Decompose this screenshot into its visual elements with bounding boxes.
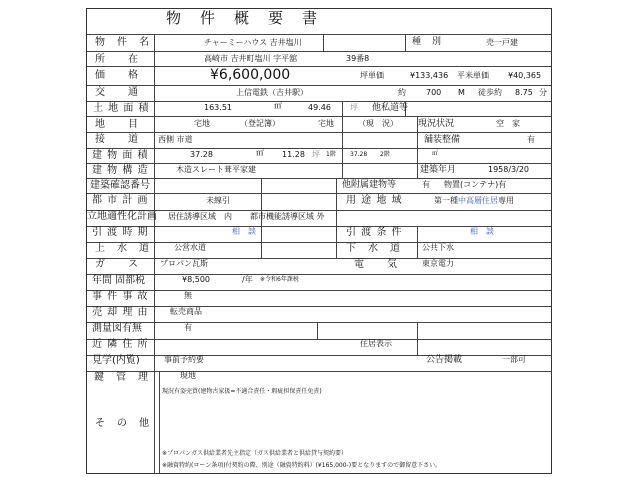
land-tsubo: 49.46 — [308, 103, 331, 112]
label-transport: 交 通 — [95, 87, 139, 98]
city-plan: 未線引 — [206, 196, 230, 205]
water-supply: 公営水道 — [174, 243, 206, 252]
label-water: 上 水 道 — [95, 243, 150, 254]
land-tsubo-unit: 坪 — [350, 103, 358, 112]
label-survey: 測量図有無 — [92, 323, 142, 334]
label-location: 所 在 — [95, 54, 139, 65]
sale-reason: 転売商品 — [170, 307, 202, 316]
label-neighbors: 近 隣 住 所 — [92, 339, 149, 350]
label-tsubo-price: 坪単価 — [360, 71, 384, 80]
zoning — [434, 197, 514, 205]
distance-unit: M — [458, 88, 465, 97]
fixed-tax: ¥8,500 — [182, 275, 210, 284]
land-sqm-unit: ㎡ — [274, 101, 282, 110]
label-building-area: 建 物 面 積 — [92, 150, 149, 161]
floor-sqm-unit: ㎡ — [432, 150, 439, 157]
viewing: 事前予約要 — [164, 355, 204, 364]
label-road: 接 道 — [95, 134, 139, 145]
label-sewer: 下 水 道 — [346, 243, 401, 254]
building-tsubo-unit: 坪 — [312, 150, 320, 159]
registered-label: （登記簿） — [240, 119, 280, 128]
neighbors: 住居表示 — [360, 339, 392, 348]
floor1-sqm: 37.28 — [350, 151, 368, 158]
label-incident: 事 件 事 故 — [92, 291, 149, 302]
sewer: 公共下水 — [422, 243, 454, 252]
location-plan-urban: 都市機能誘導区域 外 — [250, 212, 325, 221]
zoning-highlight: 中高層住居 — [458, 196, 498, 205]
label-confirmation-number: 建築確認番号 — [90, 180, 150, 191]
label-viewing: 見学(内覧) — [92, 355, 140, 366]
address: 高崎市 吉井町塩川 字平舘 — [204, 54, 298, 63]
property-name: チャーミーハウス 吉井塩川 — [204, 38, 302, 47]
building-sqm: 37.28 — [190, 150, 213, 159]
label-gas: ガ ス — [95, 259, 139, 270]
note-loan-fee: ※融資特約(ローン条項)付契約の際、別途（融資特約料）(¥165,000-)要となりますので御留意下さい。 — [162, 462, 442, 469]
walk-unit: 分 — [539, 88, 547, 97]
label-public-notice: 公告掲載 — [426, 355, 463, 365]
handover-conditions: 相 談 — [470, 227, 494, 236]
label-price: 価 格 — [95, 70, 139, 81]
label-type: 種 別 — [412, 37, 443, 47]
public-notice: 一部可 — [502, 355, 526, 364]
label-fixed-tax: 年間 固都税 — [92, 275, 146, 286]
label-private-road: 他私道等 — [372, 103, 409, 113]
label-location-optimization: 立地適性化計画 — [87, 211, 157, 222]
label-key: 鍵 管 理 — [94, 372, 149, 383]
property-type: 売一戸建 — [486, 38, 518, 47]
label-walk: 徒歩約 — [478, 88, 502, 97]
label-city-plan: 都 市 計 画 — [92, 195, 149, 206]
page-title: 物 件 概 要 書 — [166, 9, 320, 27]
land-sqm: 163.51 — [204, 103, 232, 112]
price-value: ¥6,600,000 — [210, 67, 291, 83]
registered-category: 宅地 — [194, 119, 210, 128]
label-handover-conditions: 引 渡 条 件 — [346, 227, 403, 238]
current-status: 空 家 — [496, 119, 520, 128]
transport-line: 上信電鉄（吉井駅） — [236, 88, 308, 97]
zoning-prefix: 第一種 — [434, 196, 458, 205]
key-management: 現地 — [180, 371, 196, 380]
sqm-price: ¥40,365 — [508, 71, 542, 80]
note-propane: ※プロパンガス供給業者先主指定（ガス供給業者と供給貸与契約要） — [162, 450, 348, 457]
building-tsubo: 11.28 — [282, 150, 305, 159]
floor1-label: 1階 — [326, 151, 336, 158]
fixed-tax-unit: /年 — [242, 275, 253, 284]
label-handover-time: 引 渡 時 期 — [92, 227, 149, 238]
annex-detail: 物置(コンテナ)有 — [444, 180, 507, 189]
zoning-suffix: 専用 — [498, 196, 514, 205]
distance-value: 700 — [426, 88, 442, 97]
tsubo-price: ¥133,436 — [410, 71, 449, 80]
handover-time: 相 談 — [232, 227, 256, 236]
fixed-tax-note: ※令和6年課税 — [260, 276, 299, 283]
label-property-name: 物 件 名 — [95, 37, 150, 48]
electric: 東京電力 — [422, 259, 454, 268]
distance-prefix: 約 — [398, 88, 406, 97]
label-zoning: 用 途 地 域 — [346, 195, 403, 206]
lot-number: 39番8 — [346, 54, 370, 63]
label-current-status: 現況状況 — [418, 119, 455, 129]
label-structure: 建 物 構 造 — [92, 165, 149, 176]
gas: プロパン瓦斯 — [160, 259, 208, 268]
survey: 有 — [184, 323, 192, 332]
built-date: 1958/3/20 — [488, 165, 530, 174]
label-built-date: 建築年月 — [420, 165, 457, 175]
label-land-area: 土 地 面 積 — [93, 103, 150, 114]
walk-minutes: 8.75 — [515, 88, 533, 97]
floor2-label: 2階 — [380, 151, 390, 158]
other-line-1: 現況有姿売買(建物古家扱=不適合責任・瑕疵担保責任免責) — [162, 388, 322, 395]
label-sale-reason: 売 却 理 由 — [92, 307, 149, 318]
road-access: 西側 市道 — [158, 135, 193, 144]
label-annex: 他附属建物等 — [342, 180, 397, 190]
label-other: そ の 他 — [95, 418, 150, 429]
actual-label: （現 況） — [358, 119, 398, 128]
label-pavement: 舗装整備 — [424, 135, 461, 145]
label-sqm-price: 平米単価 — [457, 71, 489, 80]
annex-has: 有 — [422, 180, 430, 189]
incident: 無 — [184, 291, 192, 300]
label-electric: 電 気 — [354, 259, 398, 270]
building-sqm-unit: ㎡ — [256, 148, 264, 157]
pavement: 有 — [527, 135, 535, 144]
location-plan-residential: 居住誘導区域 内 — [168, 212, 232, 221]
label-land-category: 地 目 — [95, 119, 139, 130]
structure: 木造スレート葺平家建 — [176, 165, 256, 174]
actual-category: 宅地 — [318, 119, 334, 128]
